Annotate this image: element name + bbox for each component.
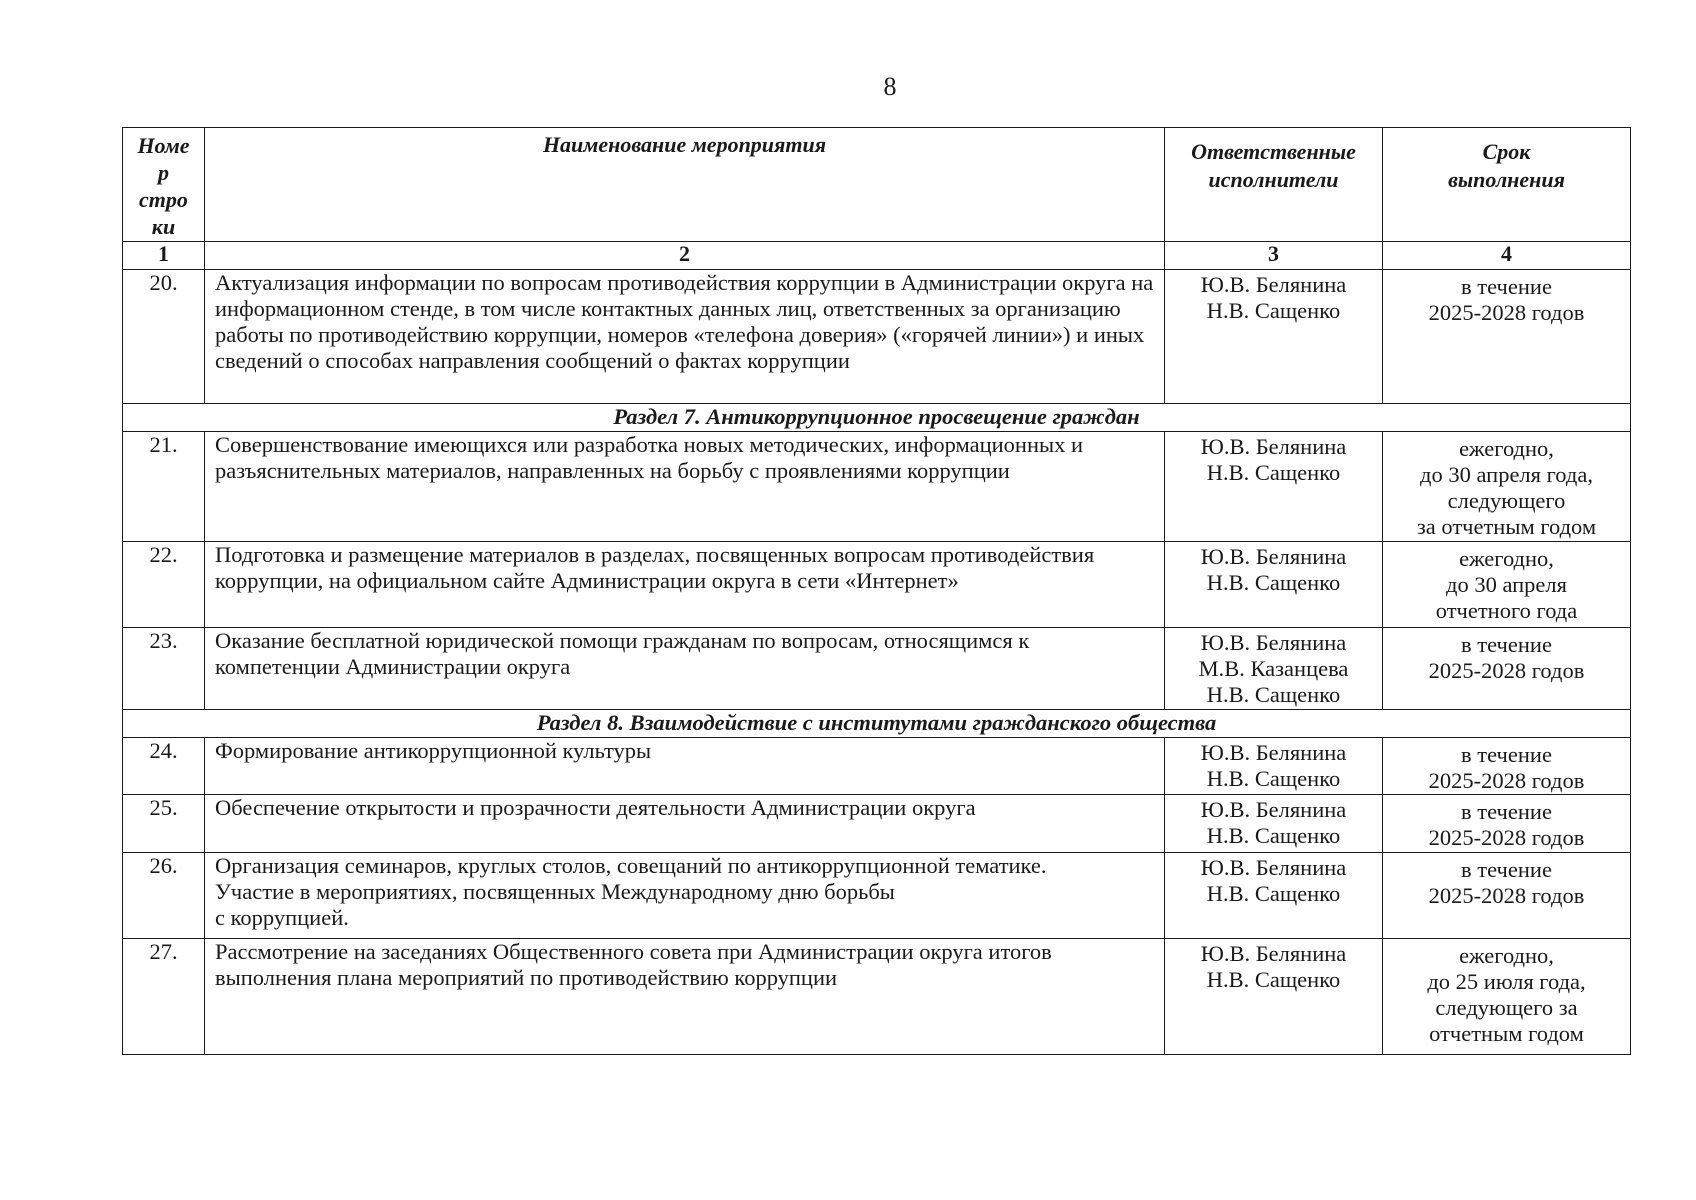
responsible-persons: Ю.В. Белянина Н.В. Сащенко [1165, 270, 1383, 404]
column-index-3: 3 [1165, 242, 1383, 270]
table-row [123, 542, 1631, 628]
row-number: 25. [123, 795, 205, 853]
deadline: в течение 2025-2028 годов [1383, 628, 1631, 710]
deadline: в течение 2025-2028 годов [1383, 795, 1631, 853]
measure-name: Обеспечение открытости и прозрачности деятельности Администрации округа [205, 795, 1165, 853]
table-row [123, 795, 1631, 853]
deadline: в течение 2025-2028 годов [1383, 853, 1631, 939]
measure-name: Организация семинаров, круглых столов, совещаний по антикоррупционной тематике. Участие в мероприятиях, посвященных Международному дню борьбы с коррупцией. [205, 853, 1165, 939]
table-row [123, 738, 1631, 795]
measure-name: Оказание бесплатной юридической помощи гражданам по вопросам, относящимся к компетенции Администрации округа [205, 628, 1165, 710]
measures-table [122, 127, 1631, 1055]
row-number: 24. [123, 738, 205, 795]
responsible-persons: Ю.В. Белянина Н.В. Сащенко [1165, 853, 1383, 939]
responsible-persons: Ю.В. Белянина Н.В. Сащенко [1165, 795, 1383, 853]
section-7-title: Раздел 7. Антикоррупционное просвещение граждан [123, 404, 1631, 432]
table-row [123, 432, 1631, 542]
column-index-4: 4 [1383, 242, 1631, 270]
table-row [123, 628, 1631, 710]
header-row-number: Номе р стро ки [123, 128, 205, 242]
responsible-persons: Ю.В. Белянина М.В. Казанцева Н.В. Сащенко [1165, 628, 1383, 710]
measure-name: Рассмотрение на заседаниях Общественного совета при Администрации округа итогов выполнения плана мероприятий по противодействию коррупции [205, 939, 1165, 1055]
column-index-2: 2 [205, 242, 1165, 270]
row-number: 26. [123, 853, 205, 939]
deadline: в течение 2025-2028 годов [1383, 270, 1631, 404]
row-number: 22. [123, 542, 205, 628]
measure-name: Совершенствование имеющихся или разработка новых методических, информационных и разъяснительных материалов, направленных на борьбу с проявлениями коррупции [205, 432, 1165, 542]
header-measure-name: Наименование мероприятия [205, 128, 1165, 242]
row-number: 23. [123, 628, 205, 710]
deadline: ежегодно, до 25 июля года, следующего за отчетным годом [1383, 939, 1631, 1055]
responsible-persons: Ю.В. Белянина Н.В. Сащенко [1165, 939, 1383, 1055]
responsible-persons: Ю.В. Белянина Н.В. Сащенко [1165, 542, 1383, 628]
table-row [123, 270, 1631, 404]
responsible-persons: Ю.В. Белянина Н.В. Сащенко [1165, 738, 1383, 795]
row-number: 27. [123, 939, 205, 1055]
measure-name: Подготовка и размещение материалов в разделах, посвященных вопросам противодействия коррупции, на официальном сайте Администрации округа в сети «Интернет» [205, 542, 1165, 628]
deadline: ежегодно, до 30 апреля отчетного года [1383, 542, 1631, 628]
table-row [123, 939, 1631, 1055]
measure-name: Актуализация информации по вопросам противодействия коррупции в Администрации округа на информационном стенде, в том числе контактных данных лиц, ответственных за организацию работы по противодействию коррупции, номеров «телефона доверия» («горячей линии») и иных сведений о способах направления сообщений о фактах коррупции [205, 270, 1165, 404]
responsible-persons: Ю.В. Белянина Н.В. Сащенко [1165, 432, 1383, 542]
header-responsible: Ответственные исполнители [1165, 128, 1383, 242]
section-8-title: Раздел 8. Взаимодействие с институтами гражданского общества [123, 710, 1631, 738]
table-row [123, 853, 1631, 939]
column-index-1: 1 [123, 242, 205, 270]
row-number: 21. [123, 432, 205, 542]
row-number: 20. [123, 270, 205, 404]
header-deadline: Срок выполнения [1383, 128, 1631, 242]
measure-name: Формирование антикоррупционной культуры [205, 738, 1165, 795]
page-number: 8 [883, 72, 897, 101]
deadline: в течение 2025-2028 годов [1383, 738, 1631, 795]
deadline: ежегодно, до 30 апреля года, следующего за отчетным годом [1383, 432, 1631, 542]
